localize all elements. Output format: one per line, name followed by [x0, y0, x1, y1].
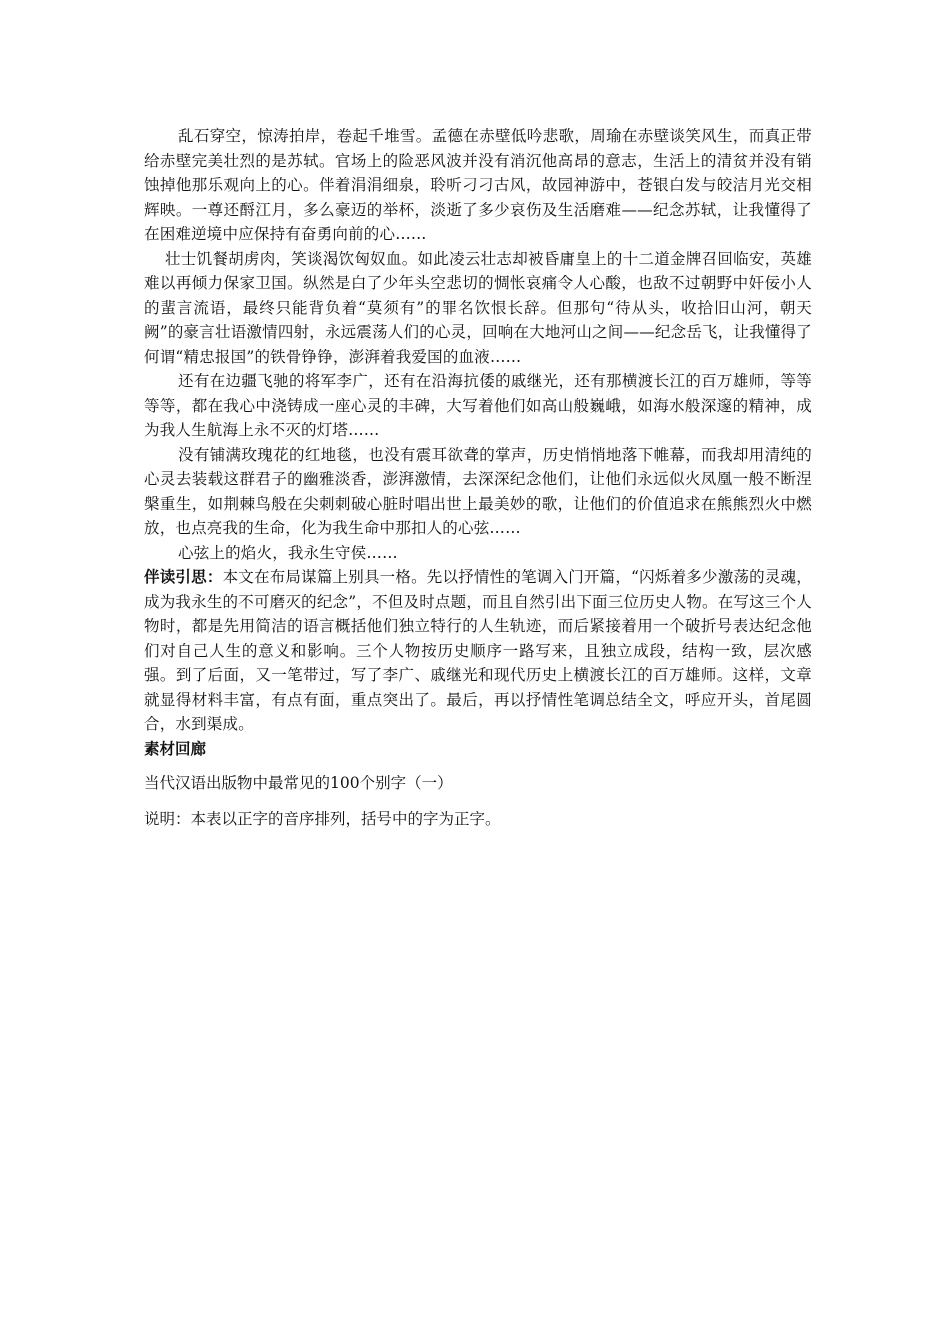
material-heading: 素材回廊 [144, 738, 207, 758]
paragraph-yue-fei: 壮士饥餐胡虏肉，笑谈渴饮匈奴血。如此凌云壮志却被昏庸皇上的十二道金牌召回临安，英雄难以再倾力保家卫国。纵然是白了少年头空悲切的惆怅哀痛令人心酸，也敌不过朝野中奸佞小人的蜚言流语，最终只能背负着“莫须有”的罪名饮恨长辞。但那句“待从头，收拾旧山河，朝天阙”的豪言壮语激情四射，永远震荡人们的心灵，回响在大地河山之间——纪念岳飞，让我懂得了何谓“精忠报国”的铁骨铮铮，澎湃着我爱国的血液…… [144, 249, 812, 366]
material-title: 当代汉语出版物中最常见的100个别字（一） [144, 774, 453, 792]
material-note: 说明：本表以正字的音序排列，括号中的字为正字。 [144, 809, 501, 828]
commentary-text: 本文在布局谋篇上别具一格。先以抒情性的笔调入门开篇，“闪烁着多少激荡的灵魂，成为我永生的不可磨灭的纪念”，不但及时点题，而且自然引出下面三位历史人物。在写这三个人物时，都是先用简洁的语言概括他们独立特行的人生轨迹，而后紧接着用一个破折号表达纪念他们对自己人生的意义和影响。三个人物按历史顺序一路写来，且独立成段，结构一致，层次感强。到了后面，又一笔带过，写了李广、戚继光和现代历史上横渡长江的百万雄师。这样，文章就显得材料丰富，有点有面，重点突出了。最后，再以抒情性笔调总结全文，呼应开头，首尾圆合，水到渠成。 [144, 568, 812, 733]
commentary-paragraph [144, 565, 812, 737]
paragraph-su-shi: 乱石穿空，惊涛拍岸，卷起千堆雪。孟德在赤壁低吟悲歌，周瑜在赤壁谈笑风生，而真正带给赤壁完美壮烈的是苏轼。官场上的险恶风波并没有消沉他高昂的意志，生活上的清贫并没有销蚀掉他那乐观向上的心。伴着涓涓细泉，聆听刁刁古风，故园神游中，苍银白发与皎洁月光交相辉映。一尊还酹江月，多么豪迈的举杯，淡逝了多少哀伤及生活磨难——纪念苏轼，让我懂得了在困难逆境中应保持有奋勇向前的心…… [144, 127, 812, 243]
paragraph-other-heroes: 还有在边疆飞驰的将军李广，还有在沿海抗倭的戚继光，还有那横渡长江的百万雄师，等等等等，都在我心中浇铸成一座心灵的丰碑，大写着他们如高山般巍峨，如海水般深邃的精神，成为我人生航海上永不灭的灯塔…… [144, 372, 812, 439]
paragraph-tribute: 没有铺满玫瑰花的红地毯，也没有震耳欲聋的掌声，历史悄悄地落下帷幕，而我却用清纯的心灵去装载这群君子的幽雅淡香，澎湃激情，去深深纪念他们，让他们永远似火凤凰一般不断涅槃重生，如荆棘鸟般在尖刺刺破心脏时唱出世上最美妙的歌，让他们的价值追求在熊熊烈火中燃放，也点亮我的生命，化为我生命中那扣人的心弦…… [144, 445, 812, 537]
commentary-label: 伴读引思： [144, 567, 223, 586]
paragraph-closing: 心弦上的焰火，我永生守侯…… [178, 543, 398, 562]
document-page [144, 124, 812, 831]
